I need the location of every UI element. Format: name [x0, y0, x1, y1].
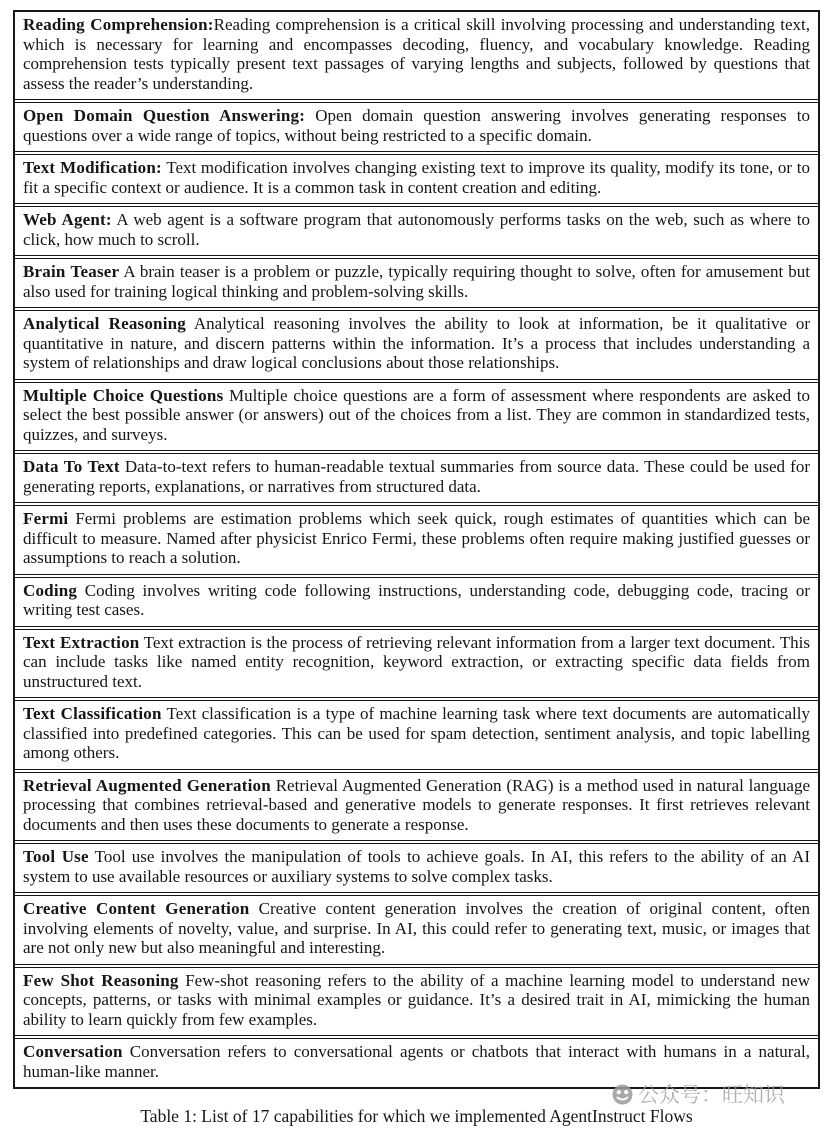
- table-row: [15, 502, 818, 574]
- capability-description: Data-to-text refers to human-readable textual summaries from source data. These could be used for generating reports, explanations, or narratives from structured data.: [23, 457, 810, 496]
- capability-description: A brain teaser is a problem or puzzle, typically requiring thought to solve, often for amusement but also used for training logical thinking and problem-solving skills.: [23, 262, 810, 301]
- capability-term: Conversation: [23, 1042, 123, 1061]
- capability-term: Analytical Reasoning: [23, 314, 186, 333]
- table-row: [15, 12, 818, 99]
- watermark-text: 公众号：旺知识: [638, 1083, 785, 1107]
- table-row: [15, 379, 818, 451]
- capability-description: Analytical reasoning involves the ability to look at information, be it qualitative or quantitative in nature, and discern patterns within the information. It’s a process that includes understanding a system of relationships and draw logical conclusions about those relationships.: [23, 314, 810, 372]
- capability-description: Open domain question answering involves generating responses to questions over a wide range of topics, without being restricted to a specific domain.: [23, 106, 810, 145]
- table-row: [15, 964, 818, 1036]
- table-row: [15, 255, 818, 307]
- capability-term: Text Modification:: [23, 158, 162, 177]
- capability-description: Retrieval Augmented Generation (RAG) is a method used in natural language processing that combines retrieval-based and generative models to generate responses. It first retrieves relevant documents and then uses these documents to generate a response.: [23, 775, 810, 834]
- table-row: [15, 697, 818, 769]
- capability-term: Creative Content Generation: [23, 899, 250, 918]
- capability-term: Reading Comprehension:: [23, 15, 214, 34]
- table-row: [15, 892, 818, 964]
- table-row: [15, 203, 818, 255]
- capability-description: Text modification involves changing existing text to improve its quality, modify its tone, or to fit a specific context or audience. It is a common task in content creation and editing.: [23, 158, 810, 197]
- capability-term: Multiple Choice Questions: [23, 385, 224, 405]
- table-row: [15, 840, 818, 892]
- capability-description: Few-shot reasoning refers to the ability of a machine learning model to understand new concepts, patterns, or tasks with minimal examples or guidance. It’s a desired trait in AI, mimicking the human ability to learn quickly from few examples.: [23, 970, 811, 1029]
- capability-description: Reading comprehension is a critical skill involving processing and understanding text, which is necessary for learning and encompasses decoding, fluency, and vocabulary knowledge. Reading comprehension tests typically present text passages of varying lengths and subjects, followed by questions that assess the reader’s understanding.: [23, 15, 810, 93]
- capability-term: Text Extraction: [23, 632, 140, 652]
- capability-term: Few Shot Reasoning: [23, 970, 179, 990]
- table-row: [15, 99, 818, 151]
- watermark: [612, 1079, 785, 1109]
- capability-term: Web Agent:: [23, 210, 112, 229]
- table-row: [15, 307, 818, 379]
- table-row: [15, 626, 818, 698]
- wechat-official-account-icon: [612, 1084, 633, 1105]
- table-row: [15, 769, 818, 841]
- capability-term: Retrieval Augmented Generation: [23, 775, 271, 795]
- capability-description: Tool use involves the manipulation of tools to achieve goals. In AI, this refers to the ability of an AI system to use available resources or auxiliary systems to solve complex tasks.: [23, 847, 810, 886]
- table-row: [15, 450, 818, 502]
- capability-description: Coding involves writing code following instructions, understanding code, debugging code, tracing or writing test cases.: [23, 580, 810, 619]
- capability-term: Open Domain Question Answering:: [23, 106, 306, 125]
- capability-term: Text Classification: [23, 704, 162, 723]
- capability-term: Fermi: [23, 509, 69, 528]
- capabilities-table: [13, 10, 820, 1089]
- table-row: [15, 151, 818, 203]
- capability-description: Conversation refers to conversational agents or chatbots that interact with humans in a natural, human-like manner.: [23, 1042, 810, 1081]
- table-row: [15, 574, 818, 626]
- capability-description: Creative content generation involves the creation of original content, often involving elements of novelty, value, and surprise. In AI, this could refer to generating text, music, or images that are not only new but also meaningful and interesting.: [23, 899, 810, 957]
- capability-term: Data To Text: [23, 457, 120, 476]
- capability-description: A web agent is a software program that autonomously performs tasks on the web, such as where to click, how much to scroll.: [23, 210, 810, 249]
- capability-description: Text extraction is the process of retrieving relevant information from a larger text document. This can include tasks like named entity recognition, keyword extraction, or extracting specific data fields from unstructured text.: [23, 632, 810, 691]
- capability-term: Tool Use: [23, 847, 89, 866]
- table-caption: Table 1: List of 17 capabilities for which we implemented AgentInstruct Flows: [140, 1106, 693, 1126]
- capability-description: Multiple choice questions are a form of assessment where respondents are asked to select the best possible answer (or answers) out of the choices from a list. They are common in standardized tests, quizzes, and surveys.: [23, 385, 810, 444]
- capability-term: Coding: [23, 580, 78, 600]
- capability-term: Brain Teaser: [23, 262, 120, 281]
- capability-description: Fermi problems are estimation problems which seek quick, rough estimates of quantities which can be difficult to measure. Named after physicist Enrico Fermi, these problems often require making justified guesses or assumptions to reach a solution.: [23, 509, 810, 567]
- capability-description: Text classification is a type of machine learning task where text documents are automatically classified into predefined categories. This can be used for spam detection, sentiment analysis, and topic labelling among others.: [23, 704, 810, 762]
